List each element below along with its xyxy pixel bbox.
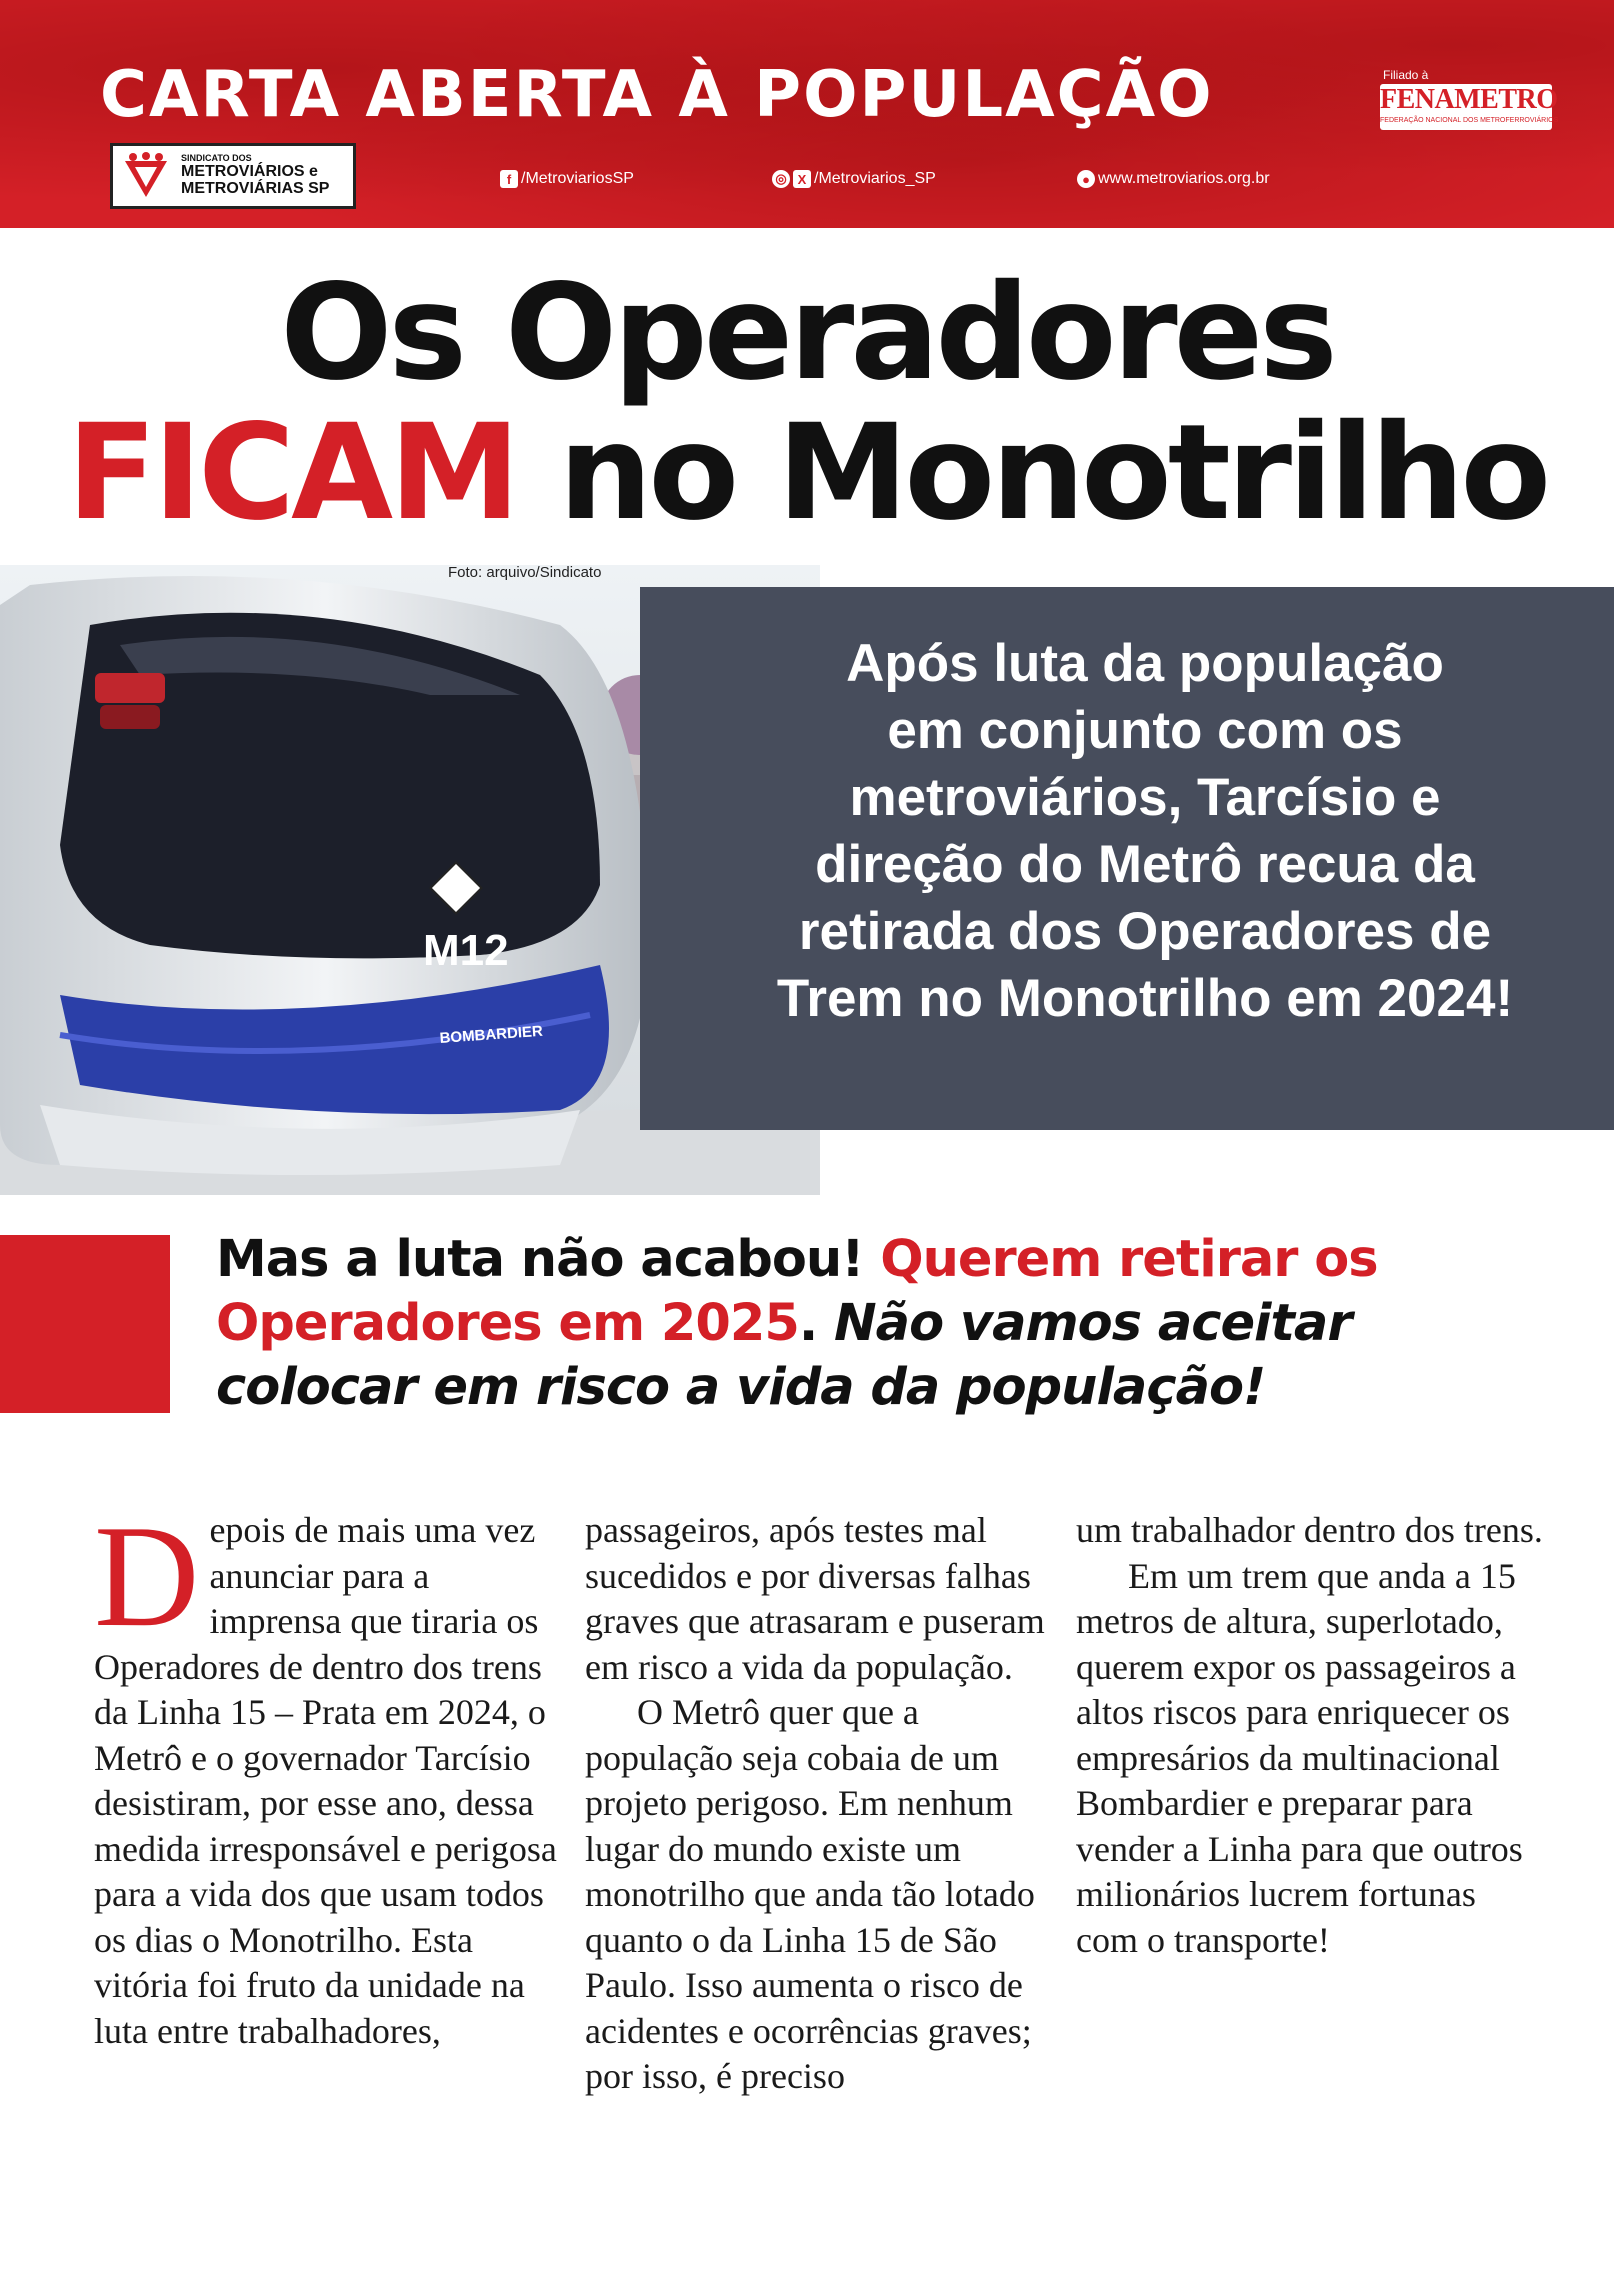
callout-part3: . — [798, 1294, 834, 1353]
callout-italic-part: Não vamos aceitar colocar em risco a vida da população! — [216, 1294, 1352, 1417]
body-column-1 — [94, 1495, 564, 2054]
social-website[interactable] — [1077, 170, 1270, 188]
column-1-text: epois de mais uma vez anunciar para a imprensa que tiraria os Operadores de dentro dos trens da Linha 15 – Prata em 2024, o Metrô e o governador Tarcísio desistiram, por esse ano, dessa medida irresponsável e perigosa para a vida dos que usam todos os dias o Monotrilho. Esta vitória foi fruto da unidade na luta entre trabalhadores, — [94, 1510, 557, 2051]
train-code: M12 — [423, 926, 509, 975]
globe-icon: ● — [1077, 170, 1095, 188]
info-line-1: Após luta da população — [846, 634, 1444, 693]
union-logo-line3: METROVIÁRIAS SP — [181, 179, 330, 197]
social-facebook[interactable] — [500, 170, 634, 188]
union-logo-line1: SINDICATO DOS — [181, 153, 252, 164]
header-band — [0, 0, 1614, 228]
federation-prefix: Filiado à — [1383, 68, 1429, 82]
headline-line2 — [0, 398, 1614, 548]
headline-ficam: FICAM — [66, 396, 517, 550]
union-logo-line2: METROVIÁRIOS e — [181, 162, 318, 180]
body-column-2 — [585, 1508, 1055, 2100]
info-line-3: metroviários, Tarcísio e — [849, 768, 1441, 827]
callout-text — [216, 1228, 1546, 1420]
body-column-3 — [1076, 1508, 1546, 1963]
union-logo — [110, 143, 356, 209]
page-header-title: CARTA ABERTA À POPULAÇÃO — [100, 58, 1214, 132]
union-emblem-icon — [117, 147, 175, 205]
headline-monotrilho: no Monotrilho — [516, 396, 1548, 550]
federation-logo — [1380, 84, 1559, 130]
column-3-paragraph-2: Em um trem que anda a 15 metros de altura, superlotado, querem expor os passageiros a altos riscos para enriquecer os empresários da multinacional Bombardier e preparar para vender a Linha para que outros milionários lucrem fortunas com o transporte! — [1076, 1555, 1523, 1960]
column-2-paragraph-1: passageiros, após testes mal sucedidos e por diversas falhas graves que atrasaram e puseram em risco a vida da população. — [585, 1510, 1045, 1687]
column-3-paragraph-1: um trabalhador dentro dos trens. — [1076, 1510, 1543, 1550]
callout-part1: Mas a luta não acabou! — [216, 1230, 881, 1289]
instagram-icon: ◎ — [772, 170, 790, 188]
x-icon: X — [793, 170, 811, 188]
callout-red-block — [0, 1235, 170, 1413]
info-line-4: direção do Metrô recua da — [815, 835, 1475, 894]
headline-line1: Os Operadores — [280, 256, 1334, 410]
photo-credit: Foto: arquivo/Sindicato — [448, 564, 602, 581]
info-line-5: retirada dos Operadores de — [798, 902, 1492, 961]
drop-cap: D — [94, 1495, 200, 1657]
social-website-text: www.metroviarios.org.br — [1098, 170, 1270, 187]
info-line-6: Trem no Monotrilho em 2024! — [776, 969, 1514, 1028]
info-box-text — [700, 630, 1590, 1032]
info-line-2: em conjunto com os — [887, 701, 1403, 760]
callout-red-part: Querem retirar os Operadores em 2025 — [216, 1230, 1378, 1353]
social-facebook-text: /MetroviariosSP — [521, 170, 634, 187]
column-2-paragraph-2: O Metrô quer que a população seja cobaia de um projeto perigoso. Em nenhum lugar do mundo existe um monotrilho que anda tão lotado quanto o da Linha 15 de São Paulo. Isso aumenta o risco de acidentes e ocorrências graves; por isso, é preciso — [585, 1692, 1035, 2096]
social-instagram-x-text: /Metroviarios_SP — [814, 170, 936, 187]
train-brand: BOMBARDIER — [439, 1022, 544, 1047]
facebook-icon: f — [500, 170, 518, 188]
federation-subtitle: FEDERAÇÃO NACIONAL DOS METROFERROVIÁRIOS — [1380, 117, 1559, 124]
federation-name: FENAMETRO — [1380, 84, 1558, 115]
social-instagram-x[interactable] — [772, 170, 936, 188]
